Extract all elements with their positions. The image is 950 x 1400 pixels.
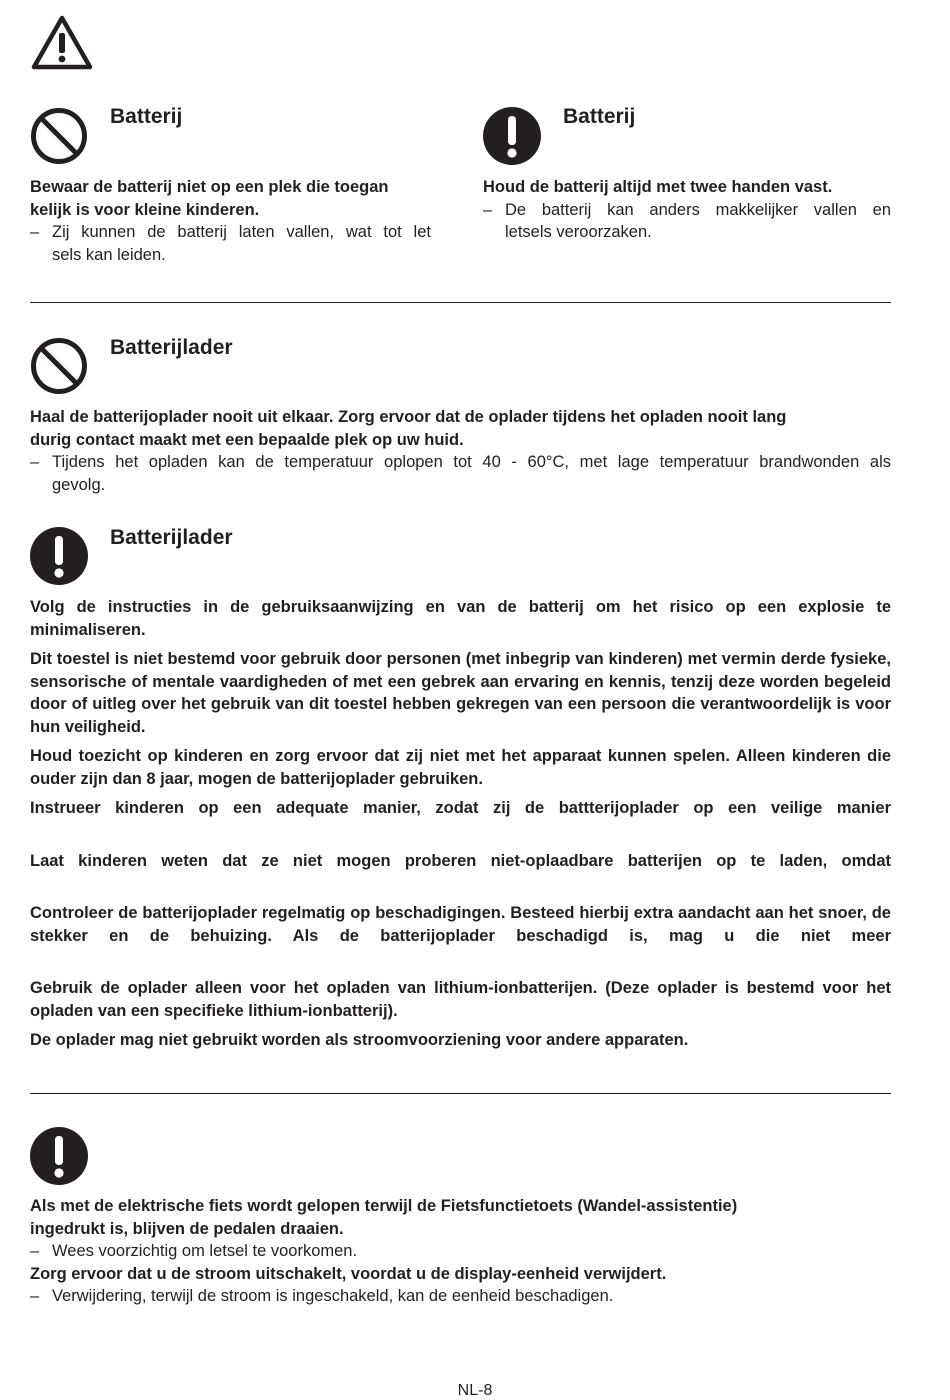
note-item (30, 451, 891, 496)
instruction-paragraph: Dit toestel is niet bestemd voor gebruik door personen (met inbegrip van kinderen) met vermin derde fysieke, sensorische of mentale vaardigheden of met een gebrek aan ervaring en kennis, tenzij deze worden begeleid door of uitleg over het gebruik van dit toestel hebben gekregen van een persoon die verantwoordelijk is voor hun veiligheid. (30, 650, 891, 736)
mandatory-exclamation-icon (483, 107, 541, 165)
note-line: Wees voorzichtig om letsel te voorkomen. (52, 1242, 358, 1260)
dash: – (30, 223, 40, 241)
note-line: De batterij kan anders makkelijker vallen en (505, 200, 891, 219)
instruction-paragraph: De oplader mag niet gebruikt worden als stroomvoorziening voor andere apparaten. (30, 1031, 689, 1049)
dash: – (30, 453, 40, 471)
section-body (30, 1195, 891, 1308)
instruction-line: Haal de batterijoplader nooit uit elkaar. Zorg ervoor dat de oplader tijdens het opladen nooit lang (30, 408, 787, 426)
section-body (30, 596, 891, 1059)
instruction-paragraph: Volg de instructies in de gebruiksaanwijzing en van de batterij om het risico op een explosie te minimaliseren. (30, 598, 891, 639)
instruction-line: Bewaar de batterij niet op een plek die toegan (30, 178, 389, 196)
dash: – (30, 1287, 40, 1305)
note-item (30, 221, 431, 266)
note-line: sels kan leiden. (52, 245, 166, 264)
note-line: letsels veroorzaken. (505, 223, 652, 241)
instruction-paragraph: Gebruik de oplader alleen voor het opladen van lithium-ionbatterijen. (Deze oplader is bestemd voor het opladen van een specifieke lithium-ionbatterij). (30, 979, 891, 1020)
instruction-line: Als met de elektrische fiets wordt gelopen terwijl de Fietsfunctietoets (Wandel-assistentie) (30, 1197, 738, 1215)
instruction-line: kelijk is voor kleine kinderen. (30, 200, 260, 219)
instruction-paragraph: Laat kinderen weten dat ze niet mogen proberen niet-oplaadbare batterijen op te laden, omdat (30, 851, 891, 870)
instruction-paragraph: Houd toezicht op kinderen en zorg ervoor dat zij niet met het apparaat kunnen spelen. Alleen kinderen die ouder zijn dan 8 jaar, mogen de batterijoplader gebruiken. (30, 747, 891, 788)
dash: – (483, 200, 493, 219)
mandatory-exclamation-icon (30, 527, 88, 585)
note-line: gevolg. (52, 475, 106, 494)
note-line: Verwijdering, terwijl de stroom is ingeschakeld, kan de eenheid beschadigen. (52, 1287, 614, 1305)
note-item (30, 1285, 891, 1308)
divider (30, 302, 891, 303)
instruction-line: Zorg ervoor dat u de stroom uitschakelt, voordat u de display-eenheid verwijdert. (30, 1264, 667, 1283)
note-item (30, 1240, 891, 1263)
page-number: NL-8 (457, 1382, 493, 1399)
section-body (483, 176, 891, 244)
section-body (30, 406, 891, 496)
section-body (30, 176, 431, 266)
dash: – (30, 1242, 40, 1260)
instruction-line: durig contact maakt met een bepaalde plek op uw huid. (30, 430, 464, 449)
mandatory-exclamation-icon (30, 1127, 88, 1185)
note-item (483, 199, 891, 244)
note-line: Tijdens het opladen kan de temperatuur oplopen tot 40 - 60°C, met lage temperatuur brandwonden als (52, 453, 891, 471)
divider (30, 1093, 891, 1094)
warning-triangle-icon (30, 14, 94, 72)
section-title: Batterij (110, 105, 183, 128)
section-title: Batterijlader (110, 526, 233, 549)
section-title: Batterijlader (110, 336, 233, 359)
note-line: Zij kunnen de batterij laten vallen, wat tot let (52, 223, 431, 241)
instruction-line: ingedrukt is, blijven de pedalen draaien. (30, 1219, 344, 1238)
prohibition-icon (30, 107, 88, 165)
instruction-paragraph: Instrueer kinderen op een adequate manier, zodat zij de battterijoplader op een veilige manier (30, 799, 891, 817)
prohibition-icon (30, 337, 88, 395)
instruction-line: Houd de batterij altijd met twee handen vast. (483, 178, 833, 196)
section-title: Batterij (563, 105, 636, 128)
instruction-paragraph: Controleer de batterijoplader regelmatig op beschadigingen. Besteed hierbij extra aandacht aan het snoer, de stekker en de behuizing. Als de batterijoplader beschadigd is, mag u die niet meer (30, 904, 891, 945)
